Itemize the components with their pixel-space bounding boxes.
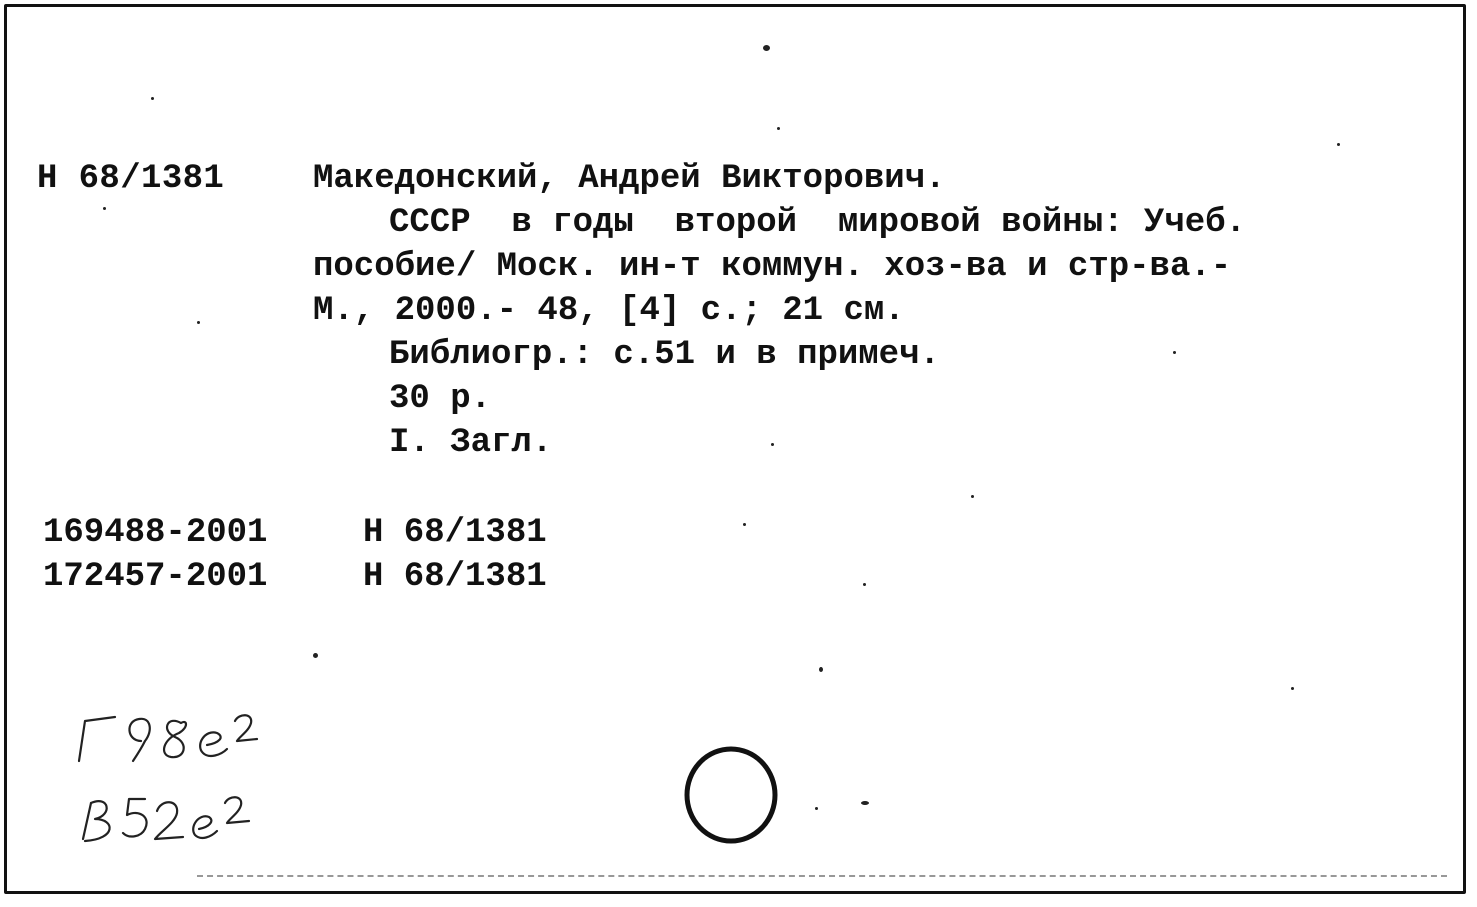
speck (103, 207, 106, 210)
title-line: СССР в годы второй мировой войны: Учеб. (389, 204, 1246, 242)
holdings-list (43, 511, 547, 599)
speck (763, 45, 770, 51)
call-number: Н 68/1381 (37, 160, 225, 198)
shelfmark: Н 68/1381 (363, 558, 547, 596)
speck (819, 667, 823, 672)
speck (861, 801, 869, 805)
inventory-number: 169488-2001 (43, 514, 268, 552)
speck (971, 495, 974, 498)
imprint-line: М., 2000.- 48, [4] с.; 21 см. (313, 292, 905, 330)
holding-row (43, 555, 547, 599)
author-heading: Македонский, Андрей Викторович. (313, 160, 946, 198)
speck (151, 97, 154, 100)
bibliography-note: Библиогр.: с.51 и в примеч. (389, 336, 940, 374)
bibliographic-entry (313, 157, 1433, 465)
catalog-card (4, 4, 1466, 894)
speck (777, 127, 780, 130)
speck (815, 807, 818, 810)
price: 30 р. (389, 380, 492, 418)
shelfmark: Н 68/1381 (363, 514, 547, 552)
card-bottom-rule (197, 875, 1447, 879)
holding-row (43, 511, 547, 555)
speck (313, 653, 318, 658)
speck (863, 583, 866, 586)
speck (743, 523, 746, 526)
speck (197, 321, 200, 324)
inventory-number: 172457-2001 (43, 558, 268, 596)
handwritten-notes (69, 697, 329, 857)
circle-mark (683, 745, 779, 845)
title-continuation: пособие/ Моск. ин-т коммун. хоз-ва и стр-ва.- (313, 248, 1232, 286)
tracing: I. Загл. (389, 424, 553, 462)
speck (1291, 687, 1294, 690)
speck (1337, 143, 1340, 146)
